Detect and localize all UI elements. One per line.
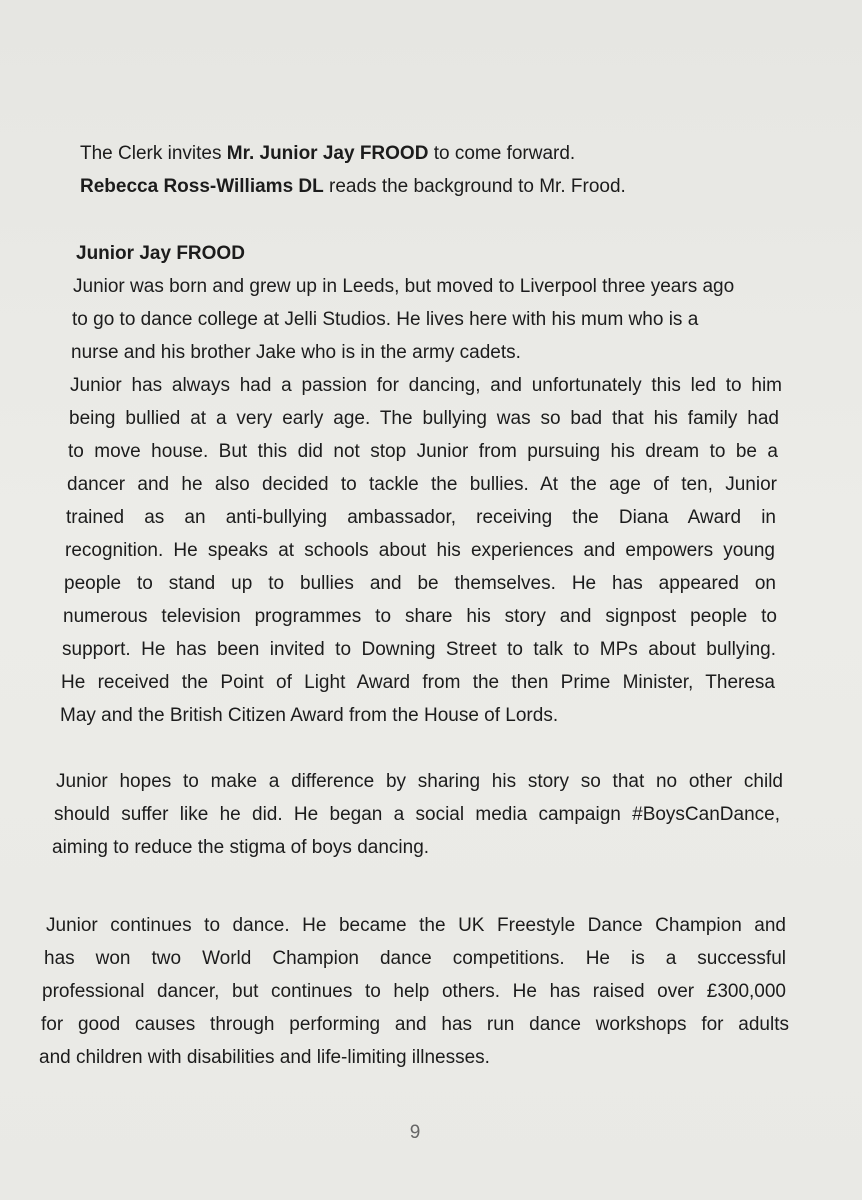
reader-name: Rebecca Ross-Williams DL	[80, 176, 324, 197]
paragraph1-line: being bullied at a very early age. The bullying was so bad that his family had	[69, 408, 779, 429]
intro-line-1	[80, 142, 575, 166]
paragraph1-line: to go to dance college at Jelli Studios. He lives here with his mum who is a	[72, 309, 699, 330]
intro-line-2-post: reads the background to Mr. Frood.	[323, 176, 626, 197]
paragraph3-line: professional dancer, but continues to help others. He has raised over £300,000	[42, 981, 786, 1002]
page-number: 9	[409, 1122, 421, 1143]
paragraph3-line: Junior continues to dance. He became the UK Freestyle Dance Champion and	[46, 915, 786, 936]
paragraph1-line: Junior was born and grew up in Leeds, but moved to Liverpool three years ago	[73, 276, 735, 297]
paragraph1-line: May and the British Citizen Award from the House of Lords.	[60, 705, 559, 726]
paragraph1-line: support. He has been invited to Downing Street to talk to MPs about bullying.	[62, 639, 776, 660]
paragraph1-line: He received the Point of Light Award from the then Prime Minister, Theresa	[61, 672, 775, 693]
paragraph1-line: nurse and his brother Jake who is in the army cadets.	[71, 342, 521, 363]
paragraph2-line: Junior hopes to make a difference by sharing his story so that no other child	[56, 771, 783, 792]
paragraph2-line: aiming to reduce the stigma of boys dancing.	[52, 837, 430, 858]
paragraph1-line: dancer and he also decided to tackle the bullies. At the age of ten, Junior	[67, 474, 777, 495]
paragraph1-line: to move house. But this did not stop Junior from pursuing his dream to be a	[68, 441, 778, 462]
paragraph3-line: and children with disabilities and life-limiting illnesses.	[39, 1047, 490, 1068]
intro-line-1-pre: The Clerk invites	[80, 143, 227, 164]
paragraph1-line: trained as an anti-bullying ambassador, receiving the Diana Award in	[66, 507, 776, 528]
paragraph1-line: Junior has always had a passion for dancing, and unfortunately this led to him	[70, 375, 782, 396]
section-heading: Junior Jay FROOD	[76, 243, 245, 264]
intro-line-2	[80, 175, 626, 199]
paragraph3-line: has won two World Champion dance competitions. He is a successful	[44, 948, 786, 969]
paragraph1-line: recognition. He speaks at schools about his experiences and empowers young	[65, 540, 775, 561]
paragraph1-line: numerous television programmes to share his story and signpost people to	[63, 606, 777, 627]
paragraph3-line: for good causes through performing and has run dance workshops for adults	[41, 1014, 789, 1035]
nominee-name: Mr. Junior Jay FROOD	[226, 143, 429, 164]
paragraph2-line: should suffer like he did. He began a social media campaign #BoysCanDance,	[54, 804, 780, 825]
intro-line-1-post: to come forward.	[428, 143, 576, 164]
paragraph1-line: people to stand up to bullies and be themselves. He has appeared on	[64, 573, 776, 594]
